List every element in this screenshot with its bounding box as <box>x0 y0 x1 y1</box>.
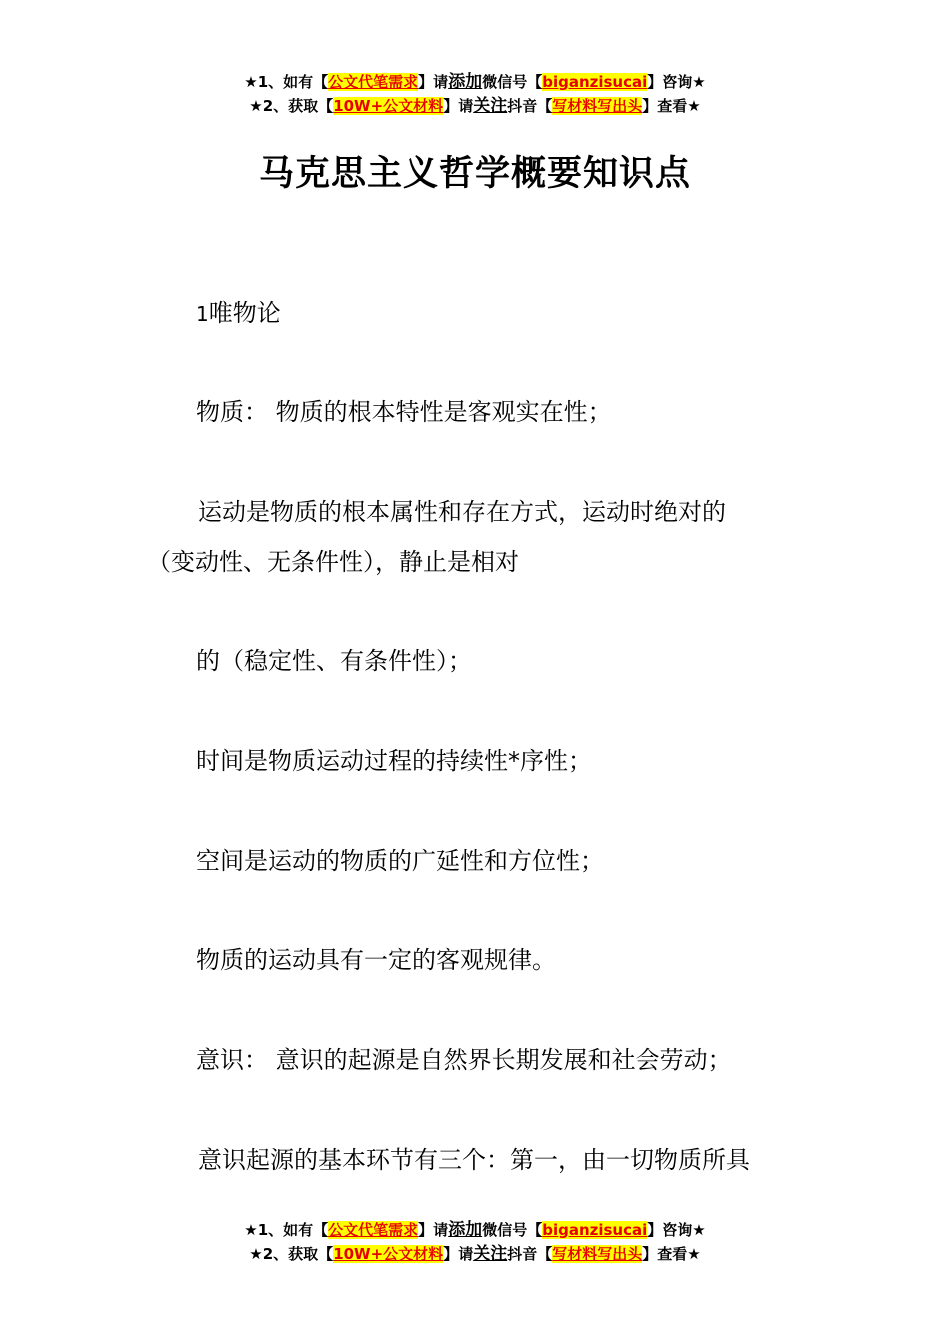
banner-highlight: 10W+公文材料 <box>333 1245 444 1263</box>
banner-text: ★2、获取【 <box>249 97 334 115</box>
footer-banner <box>0 1218 950 1266</box>
banner-line-1 <box>0 1218 950 1242</box>
paragraph: 意识起源的基本环节有三个：第一，由一切物质所具 <box>198 1146 750 1174</box>
banner-underline: 关注 <box>473 1244 508 1264</box>
banner-text: 微信号【 <box>482 1221 543 1239</box>
banner-text: 抖音【 <box>507 1245 553 1263</box>
paragraph: 运动是物质的根本属性和存在方式，运动时绝对的 <box>198 498 726 526</box>
banner-text: 抖音【 <box>507 97 553 115</box>
banner-text: 】查看★ <box>642 97 701 115</box>
paragraph: 物质的运动具有一定的客观规律。 <box>196 946 556 974</box>
banner-text: 】请 <box>443 97 474 115</box>
banner-text: ★2、获取【 <box>249 1245 334 1263</box>
paragraph: 时间是物质运动过程的持续性*序性； <box>196 747 592 775</box>
banner-underline: 添加 <box>448 72 483 92</box>
banner-text: 】请 <box>418 1221 449 1239</box>
paragraph: 意识： 意识的起源是自然界长期发展和社会劳动； <box>196 1046 732 1074</box>
banner-text: 微信号【 <box>482 73 543 91</box>
wechat-id-highlight: biganzisucai <box>542 1221 648 1239</box>
banner-highlight: 公文代笔需求 <box>328 1221 419 1239</box>
banner-line-1 <box>0 70 950 94</box>
banner-highlight: 公文代笔需求 <box>328 73 419 91</box>
header-banner <box>0 70 950 118</box>
document-title: 马克思主义哲学概要知识点 <box>258 154 691 194</box>
paragraph: 物质： 物质的根本特性是客观实在性； <box>196 398 612 426</box>
banner-underline: 关注 <box>473 96 508 116</box>
banner-underline: 添加 <box>448 1220 483 1240</box>
wechat-id-highlight: biganzisucai <box>542 73 648 91</box>
banner-text: 】咨询★ <box>647 1221 706 1239</box>
douyin-highlight: 写材料写出头 <box>552 97 643 115</box>
banner-highlight: 10W+公文材料 <box>333 97 444 115</box>
banner-text: ★1、如有【 <box>244 73 329 91</box>
banner-text: 】请 <box>443 1245 474 1263</box>
paragraph: 的（稳定性、有条件性）； <box>196 647 472 675</box>
section-title: 唯物论 <box>208 299 281 327</box>
banner-text: 】咨询★ <box>647 73 706 91</box>
section-number: 1 <box>196 302 209 326</box>
section-heading <box>196 298 281 329</box>
paragraph: （变动性、无条件性），静止是相对 <box>147 548 519 576</box>
douyin-highlight: 写材料写出头 <box>552 1245 643 1263</box>
paragraph: 空间是运动的物质的广延性和方位性； <box>196 847 604 875</box>
banner-text: 】请 <box>418 73 449 91</box>
banner-text: 】查看★ <box>642 1245 701 1263</box>
banner-text: ★1、如有【 <box>244 1221 329 1239</box>
banner-line-2 <box>0 1242 950 1266</box>
banner-line-2 <box>0 94 950 118</box>
